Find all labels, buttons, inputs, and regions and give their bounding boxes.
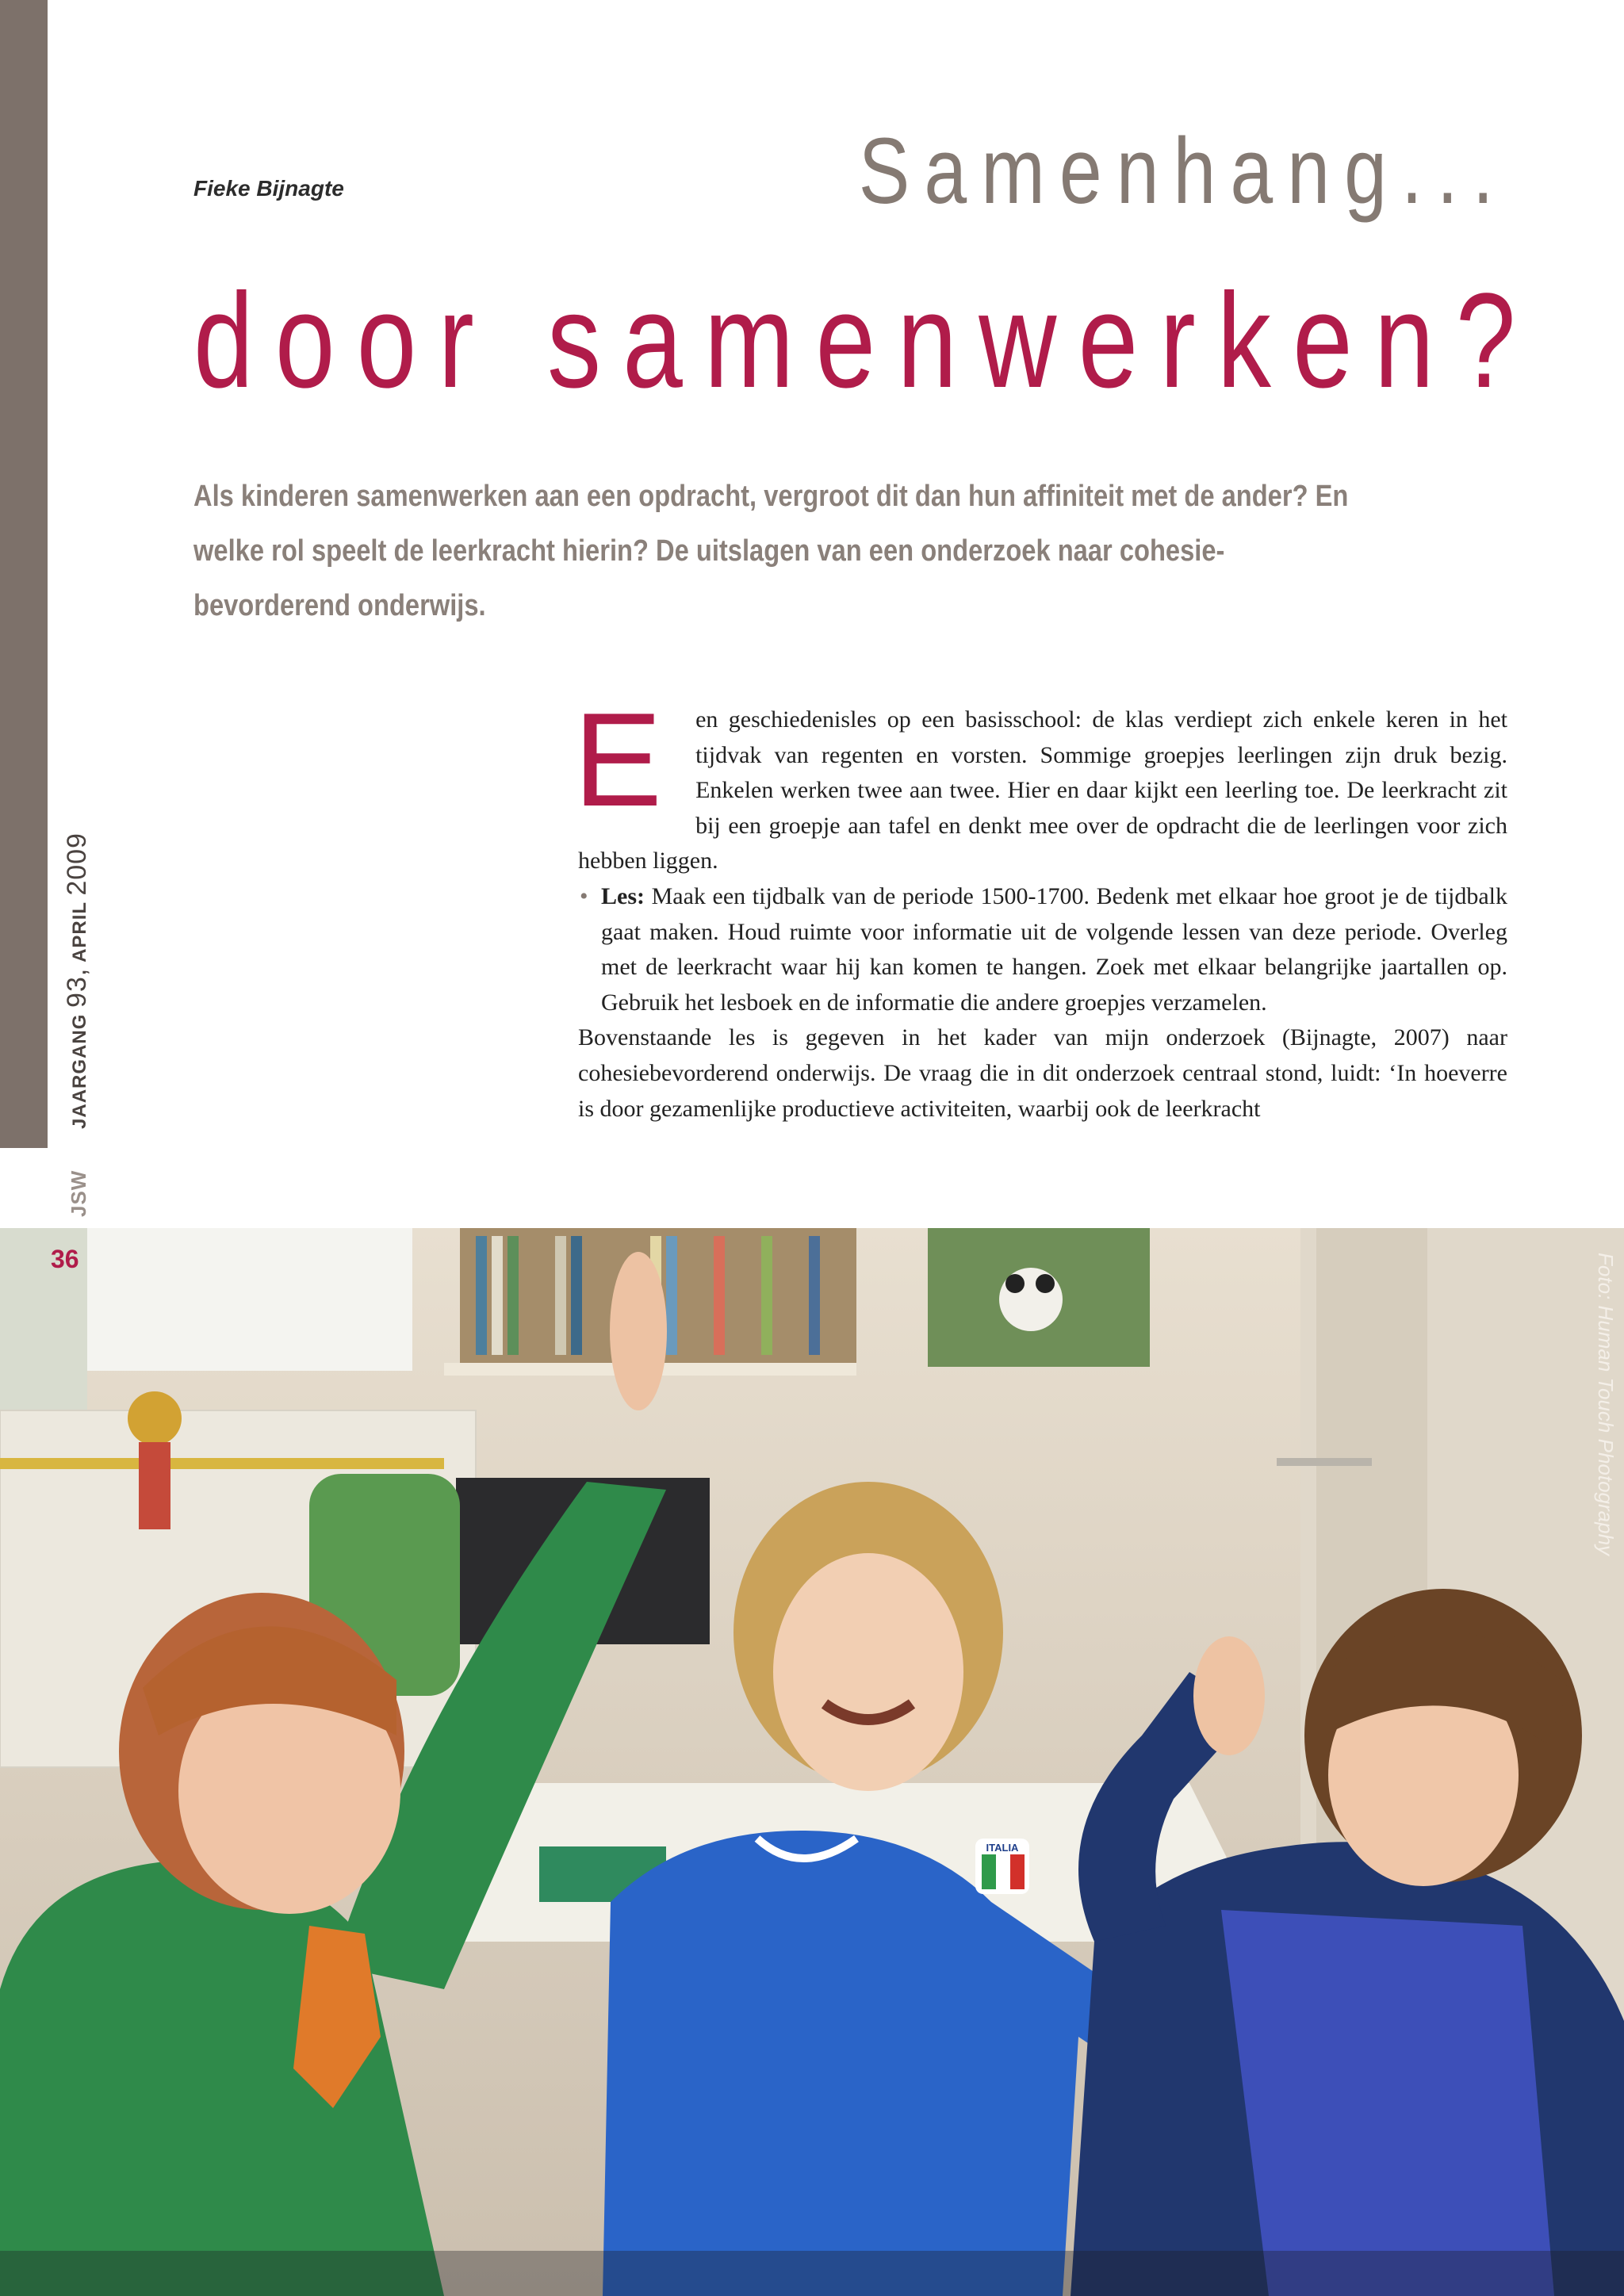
intro-text: en geschiedenisles op een basisschool: de klas verdiept zich enkele keren in het tijdvak van regenten en vorsten. Sommige groepjes leerlingen zijn druk bezig. Enkelen werken twee aan twee. Hier en daar kijkt een leerling toe. De leerkracht zit bij een groepje aan tafel en denkt mee over de opdracht die de leerlingen voor zich hebben liggen.: [578, 706, 1507, 874]
bullet-label: Les:: [601, 882, 645, 909]
page-number: 36: [51, 1245, 79, 1273]
issue-month: APRIL: [69, 901, 90, 962]
research-paragraph: Bovenstaande les is gegeven in het kader van mijn onderzoek (Bijnagte, 2007) naar cohesiebevorderend onderwijs. De vraag die in dit onderzoek centraal stond, luidt: ‘In hoeverre is door gezamenlijke productieve activiteiten, waarbij ook de leerkracht: [578, 1024, 1507, 1122]
lead-paragraph: Als kinderen samenwerken aan een opdracht, vergroot dit dan hun affiniteit met de ander? En welke rol speelt de leerkracht hierin? De uitslagen van een onderzoek naar cohesie- bevorderend onderwijs.: [193, 480, 1349, 622]
bullet-icon: •: [580, 882, 588, 909]
journal-name: JSW: [67, 1169, 90, 1217]
lesson-bullet: [578, 879, 1507, 1020]
title-line-1: Samenhang...: [859, 119, 1508, 224]
photo-illustration: [0, 1228, 1624, 2296]
sidebar-strip: [0, 0, 48, 1148]
author-name: Fieke Bijnagte: [193, 176, 344, 201]
intro-paragraph: [573, 685, 1507, 879]
photo-credit-text: Foto: Human Touch Photography: [1594, 1253, 1618, 1556]
jaargang-number: 93,: [62, 967, 92, 1008]
body-text: [573, 685, 1508, 1127]
bullet-text: Maak een tijdbalk van de periode 1500-1700. Bedenk met elkaar hoe groot je de tijdbalk gaat maken. Houd ruimte voor informatie uit de volgende lessen van deze periode. Overleg met de leerkracht waar hij kan komen te hangen. Zoek met elkaar belangrijke jaartallen op. Gebruik het lesboek en de informatie die andere groepjes verzamelen.: [601, 882, 1508, 1016]
jaargang-label: JAARGANG: [69, 1013, 90, 1129]
title-line-2: door samenwerken?: [193, 266, 1538, 416]
drop-cap: E: [573, 685, 663, 834]
classroom-photo: [0, 1228, 1624, 2296]
issue-year: 2009: [62, 832, 92, 896]
shirt-badge-text: ITALIA: [986, 1842, 1019, 1854]
